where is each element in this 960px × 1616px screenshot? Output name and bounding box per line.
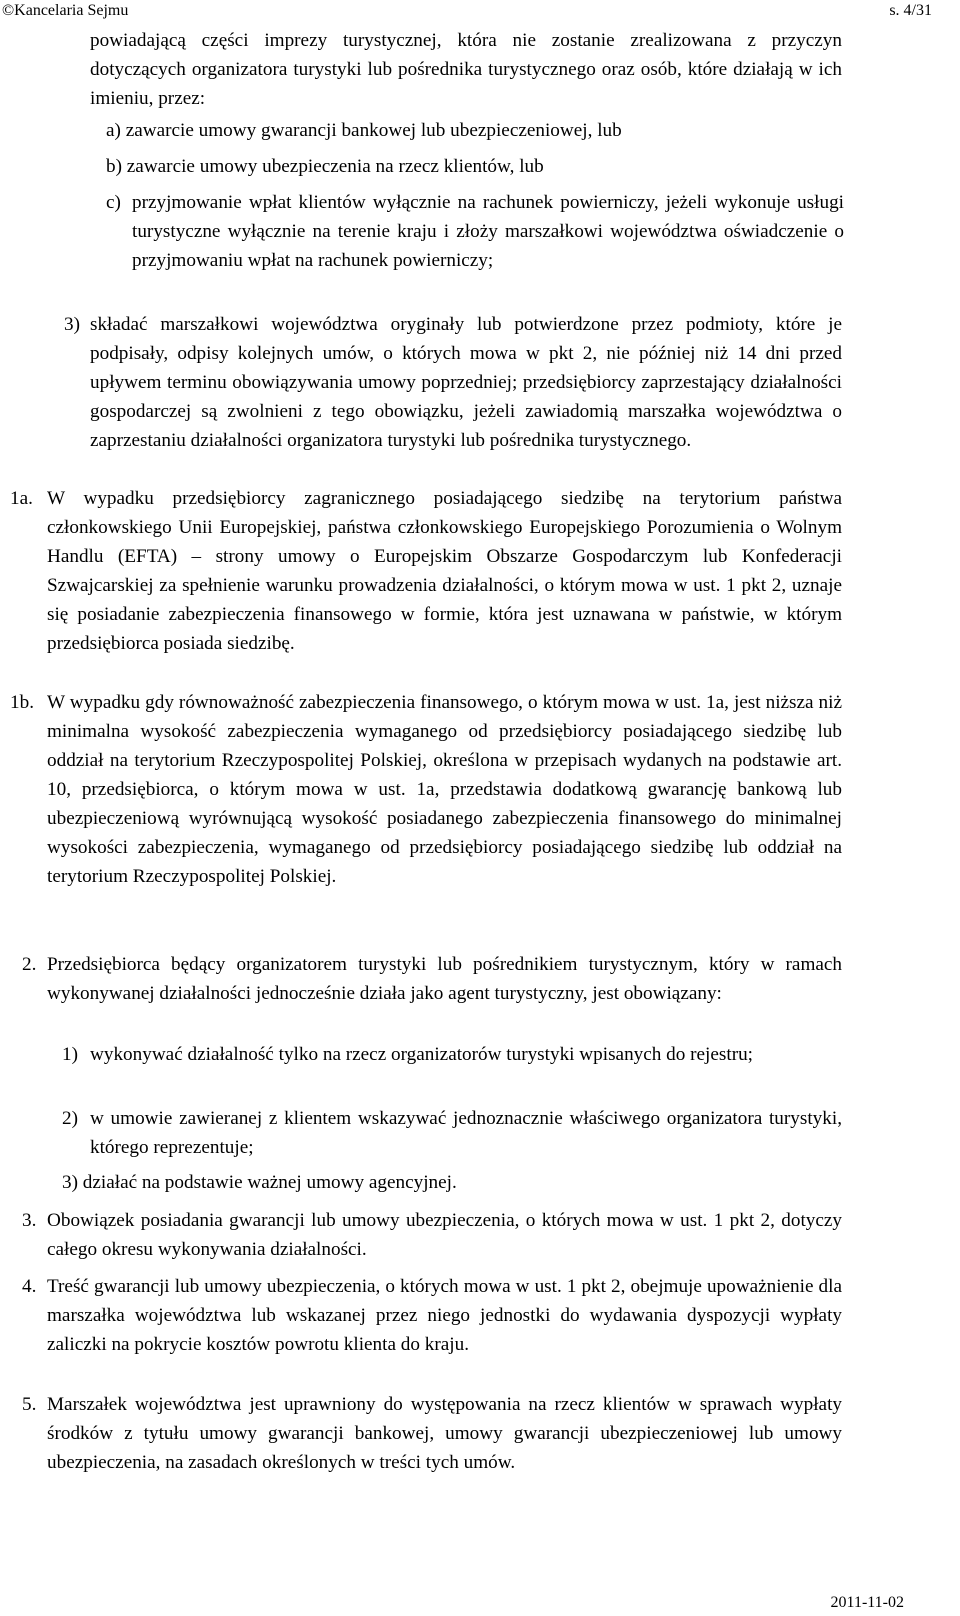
intro-paragraph: powiadającą części imprezy turystycznej, która nie zostanie zrealizowana z przyczyn dotyczących organizatora turystyki lub pośrednika turystycznego oraz osób, które działają w ich imieniu, przez: bbox=[90, 30, 842, 109]
header-copyright: ©Kancelaria Sejmu bbox=[2, 2, 129, 19]
para-3-label: 3. bbox=[22, 1210, 37, 1231]
para-3: Obowiązek posiadania gwarancji lub umowy ubezpieczenia, o których mowa w ust. 1 pkt 2, dotyczy całego okresu wykonywania działalności. bbox=[47, 1210, 842, 1260]
item-a: a) zawarcie umowy gwarancji bankowej lub ubezpieczeniowej, lub bbox=[106, 120, 622, 141]
para-4: Treść gwarancji lub umowy ubezpieczenia, o których mowa w ust. 1 pkt 2, obejmuje upoważnienie dla marszałka województwa lub wskazanej przez niego jednostki do wydawania dyspozycji wypłaty zaliczki na pokrycie kosztów powrotu klienta do kraju. bbox=[47, 1276, 842, 1355]
footer-date: 2011-11-02 bbox=[830, 1594, 904, 1611]
item-3-label: 3) bbox=[64, 314, 80, 335]
para-2-item-1-label: 1) bbox=[62, 1044, 78, 1065]
para-2-item-3: 3) działać na podstawie ważnej umowy agencyjnej. bbox=[62, 1172, 457, 1193]
para-2-item-2: w umowie zawieranej z klientem wskazywać jednoznacznie właściwego organizatora turystyki, którego reprezentuje; bbox=[90, 1108, 842, 1158]
item-b: b) zawarcie umowy ubezpieczenia na rzecz klientów, lub bbox=[106, 156, 544, 177]
para-1b-label: 1b. bbox=[10, 692, 34, 713]
para-1a-label: 1a. bbox=[10, 488, 33, 509]
item-3: składać marszałkowi województwa oryginały lub potwierdzone przez podmioty, które je podpisały, odpisy kolejnych umów, o których mowa w pkt 2, nie później niż 14 dni przed upływem terminu obowiązywania umowy poprzedniej; przedsiębiorcy zaprzestający działalności gospodarczej są zwolnieni z tego obowiązku, jeżeli zawiadomią marszałka województwa o zaprzestaniu działalności organizatora turystyki lub pośrednika turystycznego. bbox=[90, 314, 842, 451]
header-page-number: s. 4/31 bbox=[889, 2, 932, 19]
para-1a: W wypadku przedsiębiorcy zagranicznego posiadającego siedzibę na terytorium państwa członkowskiego Unii Europejskiej, państwa członkowskiego Europejskiego Porozumienia o Wolnym Handlu (EFTA) – strony umowy o Europejskim Obszarze Gospodarczym lub Konfederacji Szwajcarskiej za spełnienie warunku prowadzenia działalności, o którym mowa w ust. 1 pkt 2, uznaje się posiadanie zabezpieczenia finansowego w formie, która jest uznawana w państwie, w którym przedsiębiorca posiada siedzibę. bbox=[47, 488, 842, 654]
para-1b: W wypadku gdy równoważność zabezpieczenia finansowego, o którym mowa w ust. 1a, jest niższa niż minimalna wysokość zabezpieczenia wymaganego od przedsiębiorcy posiadającego siedzibę lub oddział na terytorium Rzeczypospolitej Polskiej, określona w przepisach wydanych na podstawie art. 10, przedsiębiorca, o którym mowa w ust. 1a, przedstawia dodatkową gwarancję bankową lub ubezpieczeniową wyrównującą wysokość posiadanego zabezpieczenia finansowego do minimalnej wysokości zabezpieczenia, wymaganego od przedsiębiorcy posiadającego siedzibę lub oddział na terytorium Rzeczypospolitej Polskiej. bbox=[47, 692, 842, 887]
para-2-item-2-label: 2) bbox=[62, 1108, 78, 1129]
item-c: przyjmowanie wpłat klientów wyłącznie na rachunek powierniczy, jeżeli wykonuje usługi turystyczne wyłącznie na terenie kraju i złoży marszałkowi województwa oświadczenie o przyjmowaniu wpłat na rachunek powierniczy; bbox=[132, 192, 844, 271]
para-4-label: 4. bbox=[22, 1276, 37, 1297]
item-c-label: c) bbox=[106, 192, 121, 213]
para-2: Przedsiębiorca będący organizatorem turystyki lub pośrednikiem turystycznym, który w ramach wykonywanej działalności jednocześnie działa jako agent turystyczny, jest obowiązany: bbox=[47, 954, 842, 1004]
para-2-item-1: wykonywać działalność tylko na rzecz organizatorów turystyki wpisanych do rejestru; bbox=[90, 1044, 754, 1065]
para-5: Marszałek województwa jest uprawniony do występowania na rzecz klientów w sprawach wypłaty środków z tytułu umowy gwarancji bankowej, umowy gwarancji ubezpieczeniowej lub umowy ubezpieczenia, na zasadach określonych w treści tych umów. bbox=[47, 1394, 842, 1473]
para-2-label: 2. bbox=[22, 954, 37, 975]
para-5-label: 5. bbox=[22, 1394, 37, 1415]
